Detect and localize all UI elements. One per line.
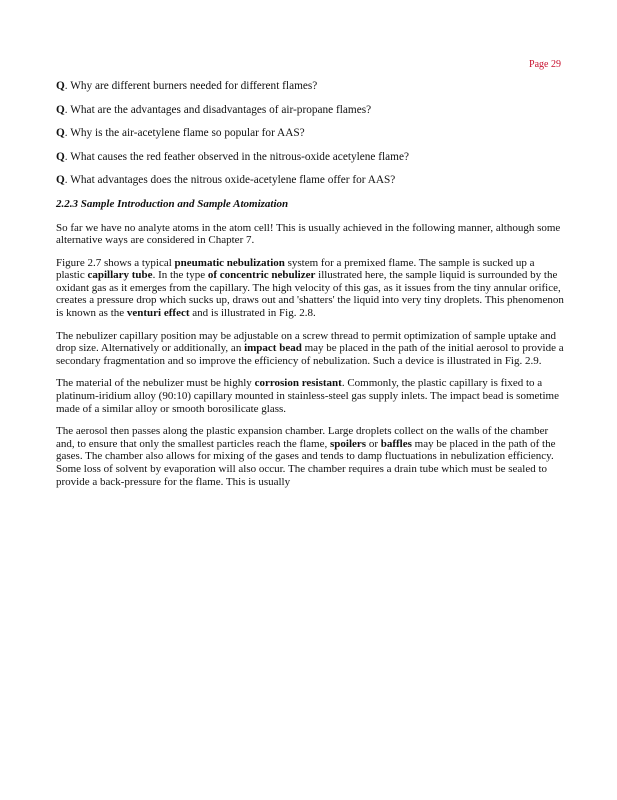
page-content (56, 79, 564, 498)
paragraph (56, 330, 564, 368)
bold-term: baffles (380, 437, 412, 450)
text-run: or (366, 437, 381, 450)
question-text: . What advantages does the nitrous oxide-acetylene flame offer for AAS? (64, 174, 396, 186)
question-item (56, 79, 564, 93)
text-run: and is illustrated in Fig. 2.8. (189, 307, 316, 320)
text-run: The material of the nebulizer must be highly (56, 377, 255, 390)
question-text: . What are the advantages and disadvantages of air-propane flames? (64, 103, 372, 116)
question-text: . Why is the air-acetylene flame so popular for AAS? (64, 127, 305, 139)
body-text (56, 222, 564, 489)
paragraph (56, 377, 564, 415)
question-item (56, 126, 564, 140)
question-list (56, 79, 564, 187)
text-run: may be placed in the path of the gases. The chamber also allows for mixing of the gases and tends to damp fluctuations in nebulization efficiency. Some loss of solvent by evaporation will also occur. The chamber requires a drain tube which must be sealed to provide a back-pressure for the flame. This is usually (56, 437, 556, 488)
text-run: The aerosol then passes along the plastic expansion chamber. Large droplets collect on the walls of the chamber and, to ensure that only the smallest particles reach the flame, (56, 425, 549, 450)
bold-term: capillary tube (87, 269, 153, 282)
text-run: The nebulizer capillary position may be adjustable on a screw thread to permit optimization of sample uptake and drop size. Alternatively or additionally, an (56, 329, 557, 355)
bold-term: pneumatic nebulization (174, 256, 285, 269)
question-item (56, 173, 564, 187)
paragraph (56, 425, 564, 488)
bold-term: venturi effect (126, 307, 190, 320)
question-item (56, 150, 564, 164)
text-run: illustrated here, the sample liquid is surrounded by the oxidant gas as it emerges from the capillary. The high velocity of this gas, as it issues from the tiny annular orifice, creates a pressure drop which sucks up, draws out and 'shatters' the liquid into very tiny droplets. This phenomenon is known as the (56, 269, 564, 320)
text-run: . Commonly, the plastic capillary is fixed to a platinum-iridium alloy (90:10) capillary mounted in stainless-steel gas supply inlets. The impact bead is sometime made of a similar alloy or smooth borosilicate glass. (56, 377, 559, 415)
bold-term: corrosion resistant (254, 377, 342, 390)
question-prefix: Q (56, 127, 65, 139)
text-run: . In the type (152, 269, 208, 282)
text-run: may be placed in the path of the initial aerosol to provide a secondary fragmentation and so improve the efficiency of nebulization. Such a device is illustrated in Fig. 2.9. (56, 342, 564, 367)
bold-term: spoilers (330, 437, 367, 450)
section-heading: 2.2.3 Sample Introduction and Sample Atomization (56, 197, 289, 210)
question-prefix: Q (56, 174, 65, 186)
text-run: Figure 2.7 shows a typical (56, 256, 175, 269)
question-prefix: Q (56, 80, 65, 92)
question-text: . Why are different burners needed for different flames? (64, 80, 318, 92)
question-prefix: Q (56, 150, 65, 163)
text-run: system for a premixed flame. The sample is sucked up a plastic (56, 256, 535, 282)
paragraph (56, 257, 564, 320)
bold-term: impact bead (244, 342, 302, 355)
question-prefix: Q (56, 103, 65, 116)
page-number: Page 29 (529, 59, 561, 70)
question-item (56, 103, 564, 117)
text-run: So far we have no analyte atoms in the atom cell! This is usually achieved in the following manner, although some alternative ways are considered in Chapter 7. (56, 221, 561, 247)
question-text: . What causes the red feather observed in the nitrous-oxide acetylene flame? (64, 150, 409, 163)
bold-term: of concentric nebulizer (207, 269, 316, 282)
paragraph (56, 222, 564, 247)
